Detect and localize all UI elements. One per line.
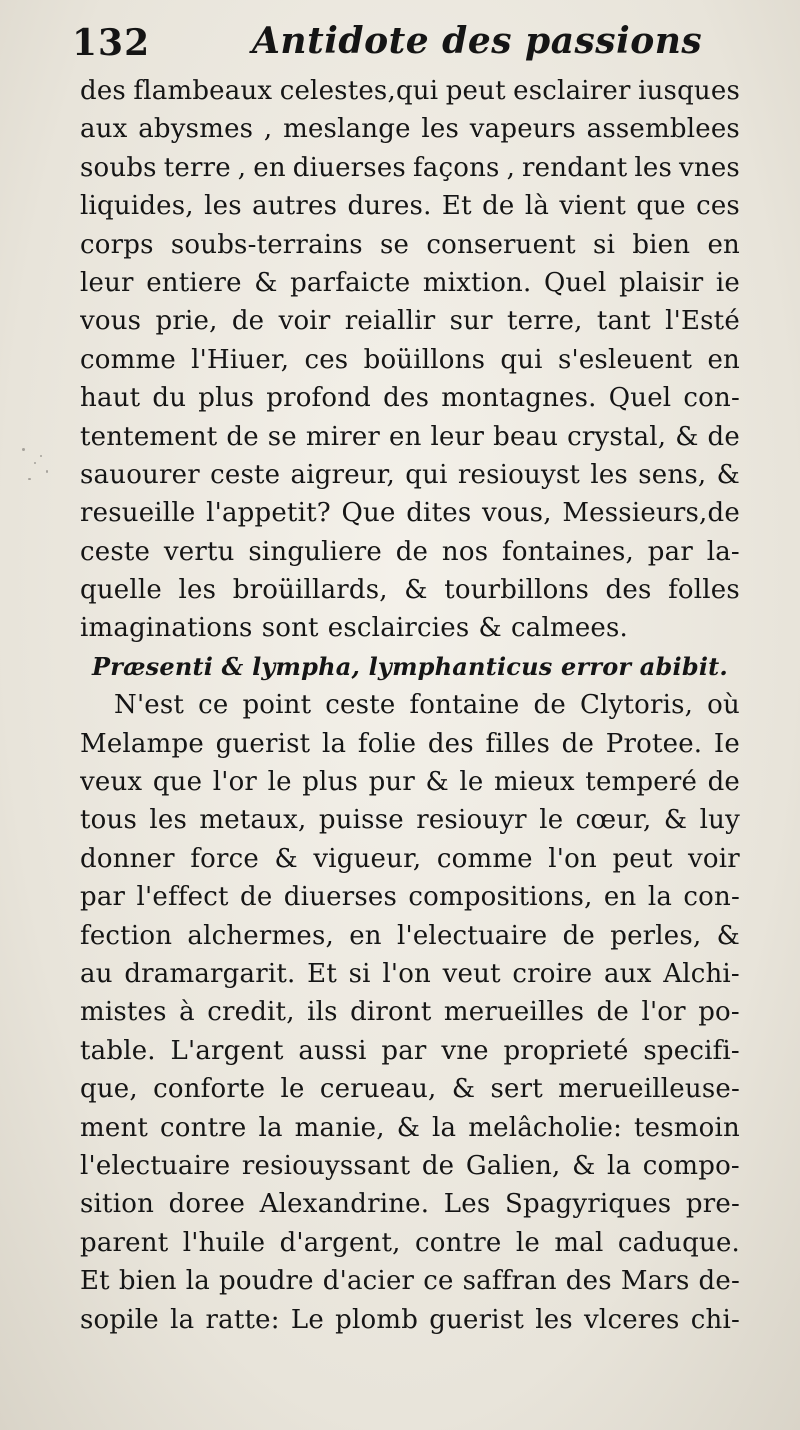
- word: leur: [80, 267, 134, 298]
- word: de: [562, 920, 595, 951]
- word: &: [716, 459, 740, 490]
- word: à: [179, 997, 195, 1028]
- word: façons: [412, 152, 500, 183]
- word: des: [80, 76, 126, 106]
- word: liquides,: [80, 191, 194, 222]
- word: contre: [415, 1227, 502, 1258]
- word: mieux: [494, 767, 575, 798]
- word: des: [605, 575, 652, 606]
- word: esclairer: [513, 76, 631, 106]
- text-line: [80, 226, 740, 264]
- word: les: [590, 459, 628, 490]
- word: en: [389, 421, 422, 452]
- word: parent: [80, 1227, 169, 1258]
- word: &: [451, 1074, 476, 1105]
- word: &: [663, 805, 688, 836]
- word: l'huile: [182, 1227, 266, 1258]
- word: Que: [341, 498, 396, 529]
- word: dures.: [347, 191, 432, 222]
- word: de: [240, 882, 273, 913]
- word: Galien,: [465, 1150, 561, 1181]
- page-header: [72, 16, 772, 76]
- word: si: [593, 229, 616, 260]
- word: poudre: [219, 1266, 314, 1297]
- word: haut: [80, 383, 141, 414]
- word: ie: [715, 267, 740, 298]
- word: soubs-terrains: [170, 229, 363, 260]
- word: veux: [80, 767, 143, 798]
- word: con-: [683, 383, 740, 414]
- word: terre: [163, 152, 231, 183]
- word: ceste: [210, 459, 281, 490]
- word: les: [421, 114, 460, 145]
- text-line: [80, 1070, 740, 1108]
- word: en: [349, 920, 382, 951]
- word: point: [242, 690, 312, 721]
- word: folles: [668, 575, 740, 606]
- word: voir: [278, 306, 331, 337]
- word: ,: [263, 114, 273, 145]
- word: soubs: [80, 152, 157, 183]
- paper-speck: [28, 478, 31, 480]
- text-line: [80, 187, 740, 225]
- word: bien: [118, 1266, 177, 1297]
- word: d'argent,: [279, 1227, 401, 1258]
- word: folie: [357, 728, 417, 759]
- word: Quel: [544, 267, 607, 298]
- word: entiere: [146, 267, 242, 298]
- word: N'est: [114, 690, 185, 721]
- word: ce: [423, 1266, 454, 1297]
- word: boüillons: [363, 344, 486, 375]
- word: conseruent: [426, 229, 576, 260]
- word: doree: [168, 1189, 246, 1220]
- word: Spagyriques: [504, 1189, 672, 1220]
- word: parfaicte: [290, 267, 411, 298]
- word: la: [170, 1304, 195, 1335]
- word: prie,: [155, 306, 218, 337]
- word: Le: [290, 1304, 324, 1335]
- text-line: [80, 1147, 740, 1185]
- text-line: [80, 686, 740, 724]
- word: les: [634, 152, 672, 183]
- word: imaginations: [80, 613, 253, 644]
- text-line: [80, 571, 740, 609]
- word: l'Esté: [665, 306, 740, 337]
- word: &: [572, 1150, 596, 1181]
- word: par: [80, 882, 126, 913]
- word: de: [707, 767, 740, 798]
- word: plus: [302, 767, 359, 798]
- word: corps: [80, 229, 154, 260]
- word: sur: [449, 306, 493, 337]
- word: s'esleuent: [557, 344, 693, 375]
- word: ,: [237, 152, 247, 183]
- word: là: [524, 191, 550, 222]
- word: se: [380, 229, 410, 260]
- word: merueilleuse-: [558, 1074, 740, 1105]
- word: tesmoin: [634, 1112, 740, 1143]
- word: po-: [698, 997, 740, 1028]
- text-line: [80, 801, 740, 839]
- word: tourbillons: [444, 575, 589, 606]
- word: calmees.: [510, 613, 628, 644]
- text-line: [80, 878, 740, 916]
- text-line: [80, 955, 740, 993]
- word: ratte:: [205, 1304, 280, 1335]
- word: profond: [266, 383, 372, 414]
- word: vnes: [678, 152, 740, 183]
- word: Alexandrine.: [259, 1189, 430, 1220]
- word: resiouyssant: [241, 1150, 411, 1181]
- word: le: [280, 1074, 305, 1105]
- word: Et: [80, 1266, 110, 1297]
- word: sauourer: [80, 459, 200, 490]
- word: Et: [307, 958, 337, 989]
- text-line: [80, 609, 740, 647]
- text-line: [80, 302, 740, 340]
- text-line: [80, 1301, 740, 1339]
- word: ces: [696, 191, 740, 222]
- text-line: [80, 149, 740, 187]
- word: peut: [612, 843, 673, 874]
- text-line: [80, 763, 740, 801]
- word: mal: [554, 1227, 604, 1258]
- word: Et: [441, 191, 472, 222]
- text-line: [80, 379, 740, 417]
- text-line: [80, 1032, 740, 1070]
- word: mistes: [80, 997, 167, 1028]
- word: manie,: [294, 1112, 385, 1143]
- word: que: [636, 191, 686, 222]
- word: aigreur,: [290, 459, 396, 490]
- word: des: [383, 383, 430, 414]
- word: en: [603, 882, 637, 913]
- word: aux: [604, 958, 652, 989]
- word: terre,: [507, 306, 583, 337]
- word: resiouyst: [457, 459, 581, 490]
- word: abysmes: [138, 114, 254, 145]
- word: les: [535, 1304, 573, 1335]
- word: voir: [688, 843, 740, 874]
- word: cerueau,: [319, 1074, 437, 1105]
- word: ils: [307, 997, 338, 1028]
- word: &: [425, 767, 449, 798]
- word: diront: [350, 997, 432, 1028]
- word: où: [707, 690, 740, 721]
- word: vous: [80, 306, 142, 337]
- word: bien: [632, 229, 691, 260]
- word: filles: [485, 728, 550, 759]
- word: les: [149, 805, 188, 836]
- word: iusques: [638, 76, 740, 106]
- word: plus: [198, 383, 255, 414]
- word: veut: [442, 958, 501, 989]
- word: caduque.: [617, 1227, 740, 1258]
- word: sens,: [638, 459, 707, 490]
- word: le: [515, 1227, 540, 1258]
- word: la: [432, 1112, 457, 1143]
- word: chi-: [690, 1304, 740, 1335]
- word: aussi: [298, 1035, 367, 1066]
- word: si: [348, 958, 371, 989]
- word: puisse: [318, 805, 404, 836]
- word: pre-: [685, 1189, 740, 1220]
- word: Mars: [620, 1266, 690, 1297]
- word: Protee.: [605, 728, 703, 759]
- word: vigueur,: [313, 843, 422, 874]
- word: la: [606, 1150, 632, 1181]
- text-line: [80, 456, 740, 494]
- word: vertu: [163, 536, 235, 567]
- word: l'on: [548, 843, 597, 874]
- word: proprieté: [503, 1035, 629, 1066]
- word: sopile: [80, 1304, 159, 1335]
- word: ces: [304, 344, 349, 375]
- word: tant: [596, 306, 651, 337]
- word: la: [258, 1112, 283, 1143]
- word: singuliere: [248, 536, 382, 567]
- word: d'acier: [322, 1266, 415, 1297]
- word: l'or: [212, 767, 258, 798]
- word: &: [404, 575, 428, 606]
- word: pur: [368, 767, 416, 798]
- word: le: [539, 805, 564, 836]
- word: plaisir: [619, 267, 704, 298]
- word: la: [185, 1266, 211, 1297]
- word: saffran: [462, 1266, 557, 1297]
- word: donner: [80, 843, 175, 874]
- word: comme: [80, 344, 176, 375]
- word: l'electuaire: [396, 920, 548, 951]
- word: vous,: [482, 498, 552, 529]
- word: dramargarit.: [124, 958, 296, 989]
- word: comme: [436, 843, 533, 874]
- word: ce: [198, 690, 229, 721]
- word: dites: [406, 498, 472, 529]
- word: autres: [252, 191, 338, 222]
- word: fontaine: [409, 690, 520, 721]
- text-line: [80, 917, 740, 955]
- word: de: [561, 728, 595, 759]
- word: vapeurs: [469, 114, 576, 145]
- word: au: [80, 958, 113, 989]
- word: en: [707, 229, 740, 260]
- text-line: [80, 494, 740, 532]
- word: resueille: [80, 498, 196, 529]
- word: Quel: [608, 383, 672, 414]
- word: force: [190, 843, 259, 874]
- word: les: [204, 191, 242, 222]
- verse-quotation: [80, 648, 740, 686]
- word: l'appetit?: [206, 498, 331, 529]
- word: Messieurs,de: [562, 498, 740, 529]
- text-body: [80, 72, 740, 1339]
- text-line: [80, 72, 740, 110]
- word: croire: [512, 958, 593, 989]
- word: &: [396, 1112, 421, 1143]
- word: l'electuaire: [80, 1150, 231, 1181]
- word: Alchi-: [663, 958, 740, 989]
- word: vne: [441, 1035, 489, 1066]
- word: &: [675, 421, 699, 452]
- word: &: [716, 920, 740, 951]
- word: le: [459, 767, 484, 798]
- word: broüillards,: [232, 575, 388, 606]
- word: mixtion.: [422, 267, 532, 298]
- word: ceste: [80, 536, 151, 567]
- word: ,: [506, 152, 516, 183]
- word: perles,: [610, 920, 702, 951]
- word: de: [395, 536, 429, 567]
- word: de: [533, 690, 566, 721]
- word: par: [647, 536, 693, 567]
- word: quelle: [80, 575, 162, 606]
- text-line: [80, 725, 740, 763]
- word: conforte: [153, 1074, 266, 1105]
- word: l'or: [641, 997, 686, 1028]
- word: cœur,: [575, 805, 652, 836]
- text-line: [80, 341, 740, 379]
- word: les: [178, 575, 217, 606]
- word: des: [565, 1266, 612, 1297]
- word: tous: [80, 805, 137, 836]
- word: meslange: [283, 114, 411, 145]
- paper-speck: [40, 455, 42, 457]
- word: tentement: [80, 421, 218, 452]
- word: fection: [80, 920, 173, 951]
- word: con-: [683, 882, 740, 913]
- paper-speck: [22, 448, 25, 451]
- word: specifi-: [643, 1035, 740, 1066]
- word: luy: [699, 805, 740, 836]
- word: L'argent: [170, 1035, 284, 1066]
- word: &: [274, 843, 298, 874]
- text-line: [80, 418, 740, 456]
- word: l'Hiuer,: [191, 344, 290, 375]
- word: diuerses: [292, 152, 406, 183]
- word: &: [254, 267, 278, 298]
- word: alchermes,: [187, 920, 334, 951]
- running-title: Antidote des passions: [252, 20, 703, 62]
- word: qui: [500, 344, 543, 375]
- word: que: [152, 767, 203, 798]
- word: l'effect: [136, 882, 229, 913]
- page-number: 132: [72, 22, 151, 64]
- word: Clytoris,: [579, 690, 694, 721]
- text-line: [80, 993, 740, 1031]
- text-line: [80, 1109, 740, 1147]
- word: de: [231, 306, 265, 337]
- word: compo-: [642, 1150, 740, 1181]
- word: ceste: [325, 690, 396, 721]
- word: l'on: [382, 958, 432, 989]
- text-line: [80, 1262, 740, 1300]
- word: temperé: [585, 767, 698, 798]
- text-line: [80, 1185, 740, 1223]
- word: resiouyr: [416, 805, 527, 836]
- word: plomb: [335, 1304, 419, 1335]
- word: la-: [706, 536, 740, 567]
- word: du: [152, 383, 187, 414]
- text-line: [80, 533, 740, 571]
- word: de: [421, 1150, 455, 1181]
- word: la: [321, 728, 347, 759]
- word: peut: [445, 76, 506, 106]
- word: metaux,: [199, 805, 307, 836]
- word: credit,: [207, 997, 295, 1028]
- word: guerist: [429, 1304, 524, 1335]
- word: &: [478, 613, 502, 644]
- word: beau: [493, 421, 559, 452]
- text-line: [80, 110, 740, 148]
- paper-speck: [46, 470, 48, 473]
- word: nos: [441, 536, 489, 567]
- word: Les: [443, 1189, 491, 1220]
- text-line: [80, 840, 740, 878]
- word: que,: [80, 1074, 138, 1105]
- word: se: [267, 421, 297, 452]
- word: celestes,qui: [279, 76, 439, 106]
- word: crystal,: [567, 421, 667, 452]
- word: en: [253, 152, 286, 183]
- word: le: [267, 767, 292, 798]
- word: diuerses: [283, 882, 397, 913]
- word: assemblees: [586, 114, 740, 145]
- word: mirer: [305, 421, 381, 452]
- word: des: [427, 728, 474, 759]
- word: sont: [261, 613, 319, 644]
- word: de: [482, 191, 515, 222]
- word: Ie: [713, 728, 740, 759]
- word: guerist: [215, 728, 311, 759]
- word: de: [226, 421, 259, 452]
- word: flambeaux: [133, 76, 273, 106]
- word: sition: [80, 1189, 155, 1220]
- word: la: [647, 882, 673, 913]
- word: esclaircies: [327, 613, 470, 644]
- verse-text: Præsenti & lympha, lymphanticus error abibit.: [92, 651, 728, 681]
- word: aux: [80, 114, 128, 145]
- word: sert: [490, 1074, 543, 1105]
- word: de: [707, 421, 740, 452]
- word: ment: [80, 1112, 149, 1143]
- word: vlceres: [584, 1304, 680, 1335]
- word: par: [381, 1035, 427, 1066]
- text-line: [80, 1224, 740, 1262]
- word: de: [596, 997, 630, 1028]
- paper-speck: [34, 462, 36, 464]
- word: fontaines,: [502, 536, 635, 567]
- word: qui: [405, 459, 448, 490]
- word: melâcholie:: [468, 1112, 623, 1143]
- word: leur: [430, 421, 485, 452]
- word: contre: [160, 1112, 247, 1143]
- word: table.: [80, 1035, 156, 1066]
- text-line: [80, 264, 740, 302]
- word: de-: [698, 1266, 740, 1297]
- word: vient: [559, 191, 626, 222]
- word: compositions,: [408, 882, 593, 913]
- word: reiallir: [344, 306, 436, 337]
- word: en: [707, 344, 740, 375]
- word: rendant: [522, 152, 628, 183]
- word: montagnes.: [441, 383, 597, 414]
- word: merueilles: [443, 997, 585, 1028]
- word: Melampe: [80, 728, 204, 759]
